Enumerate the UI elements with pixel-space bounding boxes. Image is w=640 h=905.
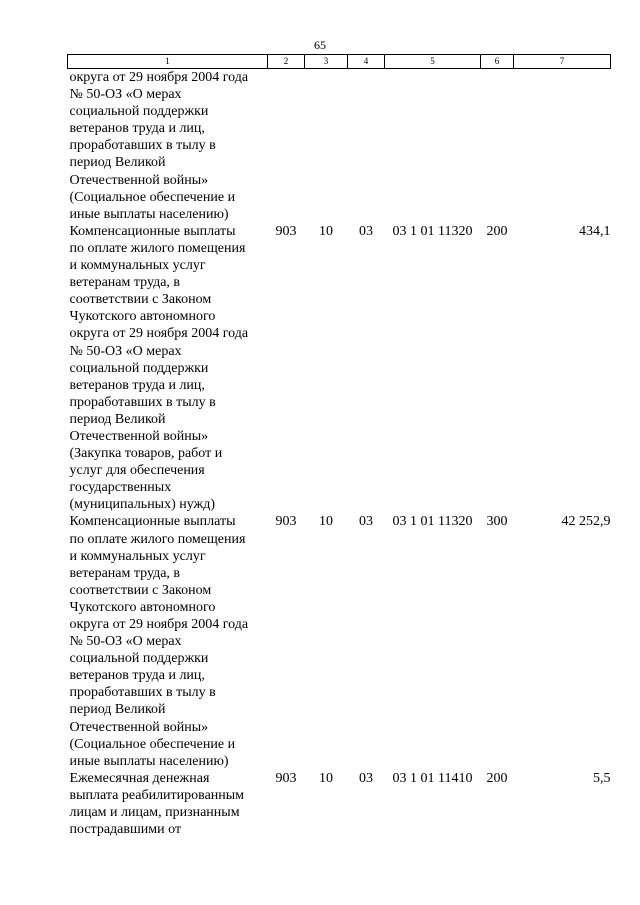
row-description: Компенсационные выплаты по оплате жилого помещения и коммунальных услуг ветеранам труда, в соответствии с Законом Чукотского автономного округа от 29 ноября 2004 года № 50-ОЗ «О мерах социальной поддержки ветеранов труда и лиц, проработавших в тылу в период Великой Отечественной войны» (Закупка товаров, работ и услуг для обеспечения государственных (муниципальных) нужд) bbox=[69, 223, 249, 513]
column-header-4: 4 bbox=[348, 55, 385, 69]
column-header-7: 7 bbox=[514, 55, 611, 69]
row-target-code: 03 1 01 11410 bbox=[392, 770, 473, 786]
row-description: Ежемесячная денежная выплата реабилитированным лицам и лицам, признанным пострадавшими от bbox=[69, 770, 245, 838]
row-description: Компенсационные выплаты по оплате жилого помещения и коммунальных услуг ветеранам труда, в соответствии с Законом Чукотского автономного округа от 29 ноября 2004 года № 50-ОЗ «О мерах социальной поддержки ветеранов труда и лиц, проработавших в тылу в период Великой Отечественной войны» (Социальное обеспечение и иные выплаты населению) bbox=[69, 514, 249, 769]
row-amount: 42 252,9 bbox=[561, 514, 611, 530]
column-header-6: 6 bbox=[481, 55, 514, 69]
column-header-5: 5 bbox=[385, 55, 481, 69]
table-row bbox=[68, 770, 611, 838]
row-target-code: 03 1 01 11320 bbox=[392, 223, 473, 239]
row-ministry-code: 903 bbox=[275, 514, 297, 530]
row-section-code: 10 bbox=[319, 770, 333, 786]
row-expense-type: 200 bbox=[486, 770, 508, 786]
table-row bbox=[68, 223, 611, 514]
row-section-code: 10 bbox=[319, 514, 333, 530]
row-expense-type: 300 bbox=[486, 514, 508, 530]
row-amount bbox=[514, 69, 611, 223]
row-subsection-code: 03 bbox=[359, 770, 373, 786]
row-target-code: 03 1 01 11320 bbox=[392, 514, 473, 530]
page-number: 65 bbox=[314, 38, 326, 52]
row-subsection-code: 03 bbox=[359, 223, 373, 239]
table-row bbox=[68, 513, 611, 769]
row-description: округа от 29 ноября 2004 года № 50-ОЗ «О мерах социальной поддержки ветеранов труда и лиц, проработавших в тылу в период Великой Отечественной войны» (Социальное обеспечение и иные выплаты населению) bbox=[69, 70, 249, 222]
row-ministry-code bbox=[268, 69, 305, 223]
row-expense-type: 200 bbox=[486, 223, 508, 239]
row-section-code bbox=[305, 69, 348, 223]
row-subsection-code: 03 bbox=[359, 514, 373, 530]
row-expense-type bbox=[481, 69, 514, 223]
row-target-code bbox=[385, 69, 481, 223]
table-row bbox=[68, 69, 611, 223]
column-header-3: 3 bbox=[305, 55, 348, 69]
row-subsection-code bbox=[348, 69, 385, 223]
row-amount: 5,5 bbox=[593, 770, 611, 786]
column-header-1: 1 bbox=[68, 55, 268, 69]
header-row bbox=[68, 55, 611, 69]
budget-table bbox=[67, 54, 611, 838]
row-amount: 434,1 bbox=[579, 223, 611, 239]
row-ministry-code: 903 bbox=[275, 223, 297, 239]
row-ministry-code: 903 bbox=[275, 770, 297, 786]
row-section-code: 10 bbox=[319, 223, 333, 239]
column-header-2: 2 bbox=[268, 55, 305, 69]
